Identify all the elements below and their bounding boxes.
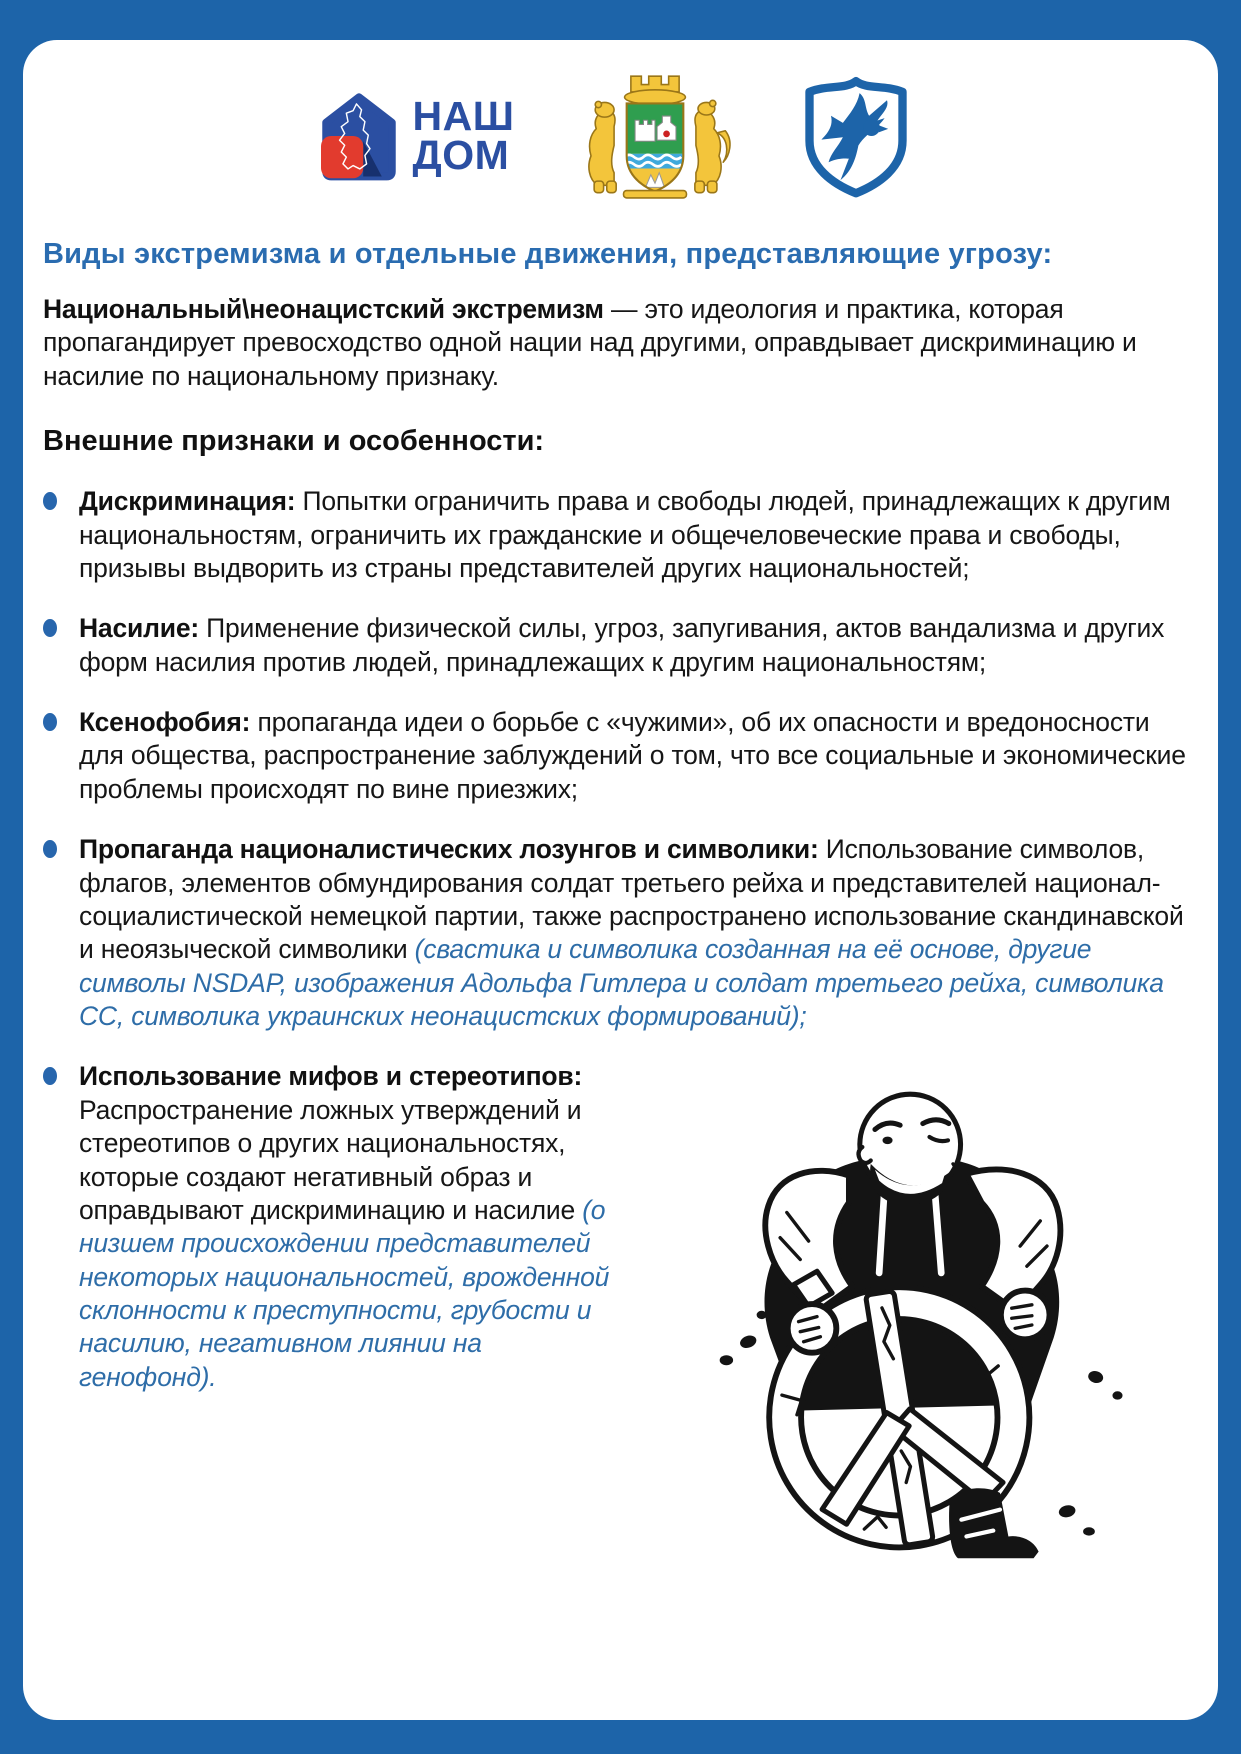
myths-row [43, 1060, 1194, 1564]
illustration-container [618, 1044, 1194, 1564]
bullet-dot-icon [43, 619, 57, 637]
page-title: Виды экстремизма и отдельные движения, представляющие угрозу: [43, 238, 1053, 270]
bullet-violence [43, 612, 1194, 679]
nash-dom-word-1: НАШ [412, 93, 515, 140]
shield-dove-emblem-icon [796, 74, 916, 198]
skinhead-breaking-peace-symbol-illustration [671, 1044, 1141, 1564]
nash-dom-word-2: ДОМ [412, 132, 510, 178]
bullet-text [79, 612, 1194, 679]
section-heading: Внешние признаки и особенности: [43, 425, 545, 458]
bullet-dot-icon [43, 1067, 57, 1085]
bullet-text [79, 1060, 618, 1394]
bullet-xenophobia [43, 706, 1194, 806]
nash-dom-house-icon [321, 91, 397, 181]
bullet-body: Применение физической силы, угроз, запугивания, актов вандализма и других форм насилия против людей, принадлежащих к другим национальностям; [79, 613, 1165, 677]
bullet-dot-icon [43, 492, 57, 510]
bullet-discrimination [43, 485, 1194, 585]
page-card [23, 40, 1218, 1720]
intro-paragraph [43, 293, 1194, 393]
bullet-dot-icon [43, 840, 57, 858]
bullet-term: Насилие: [79, 613, 199, 644]
bullet-text [79, 706, 1194, 806]
bullet-myths-stereotypes [43, 1060, 618, 1394]
intro-rest: — это идеология и практика, которая пропагандирует превосходство одной нации над другими, оправдывает дискриминацию и насилие по национальному признаку. [43, 294, 1137, 391]
bullet-body: Распространение ложных утверждений и стереотипов о других национальностях, которые создают негативный образ и оправдывают дискриминацию и насилие [79, 1094, 583, 1225]
bullet-note: (о низшем происхождении представителей некоторых национальностей, врожденной склонности к преступности, грубости и насилию, негативном лиянии на генофонд). [79, 1194, 610, 1392]
bullet-term: Дискриминация: [79, 486, 296, 517]
intro-lead: Национальный\неонацистский экстремизм [43, 294, 604, 324]
bullet-term: Пропаганда националистических лозунгов и символики: [79, 834, 819, 865]
bullet-note: (свастика и символика созданная на её основе, другие символы NSDAP, изображения Адольфа Гитлера и солдат третьего рейха, символика СС, символика украинских неонацистских формирований); [79, 934, 1164, 1031]
ekaterinburg-coat-of-arms-icon [576, 72, 734, 200]
bullet-text [79, 833, 1194, 1033]
logo-row [43, 70, 1194, 202]
bullet-body: пропаганда идеи о борьбе с «чужими», об их опасности и вредоносности для общества, распространение заблуждений о том, что все социальные и экономические проблемы происходят по вине приезжих; [79, 707, 1186, 804]
bullet-term: Использование мифов и стереотипов: [79, 1061, 583, 1092]
bullet-dot-icon [43, 713, 57, 731]
bullet-propaganda-symbols [43, 833, 1194, 1033]
bullet-text [79, 485, 1194, 585]
bullet-myths-column [43, 1060, 618, 1394]
bullet-term: Ксенофобия: [79, 707, 251, 737]
nash-dom-wordmark [412, 93, 515, 178]
nash-dom-logo [321, 91, 515, 181]
bullet-body: Использование символов, флагов, элементов обмундирования солдат третьего рейха и представителей национал-социалистической немецкой партии, также распространено использование скандинавской и неоязыческой символики [79, 834, 1184, 965]
bullet-list [43, 485, 1194, 1033]
bullet-body: Попытки ограничить права и свободы людей, принадлежащих к другим национальностям, ограничить их гражданские и общечеловеческие права и свободы, призывы выдворить из страны представителей других национальностей; [79, 486, 1171, 583]
